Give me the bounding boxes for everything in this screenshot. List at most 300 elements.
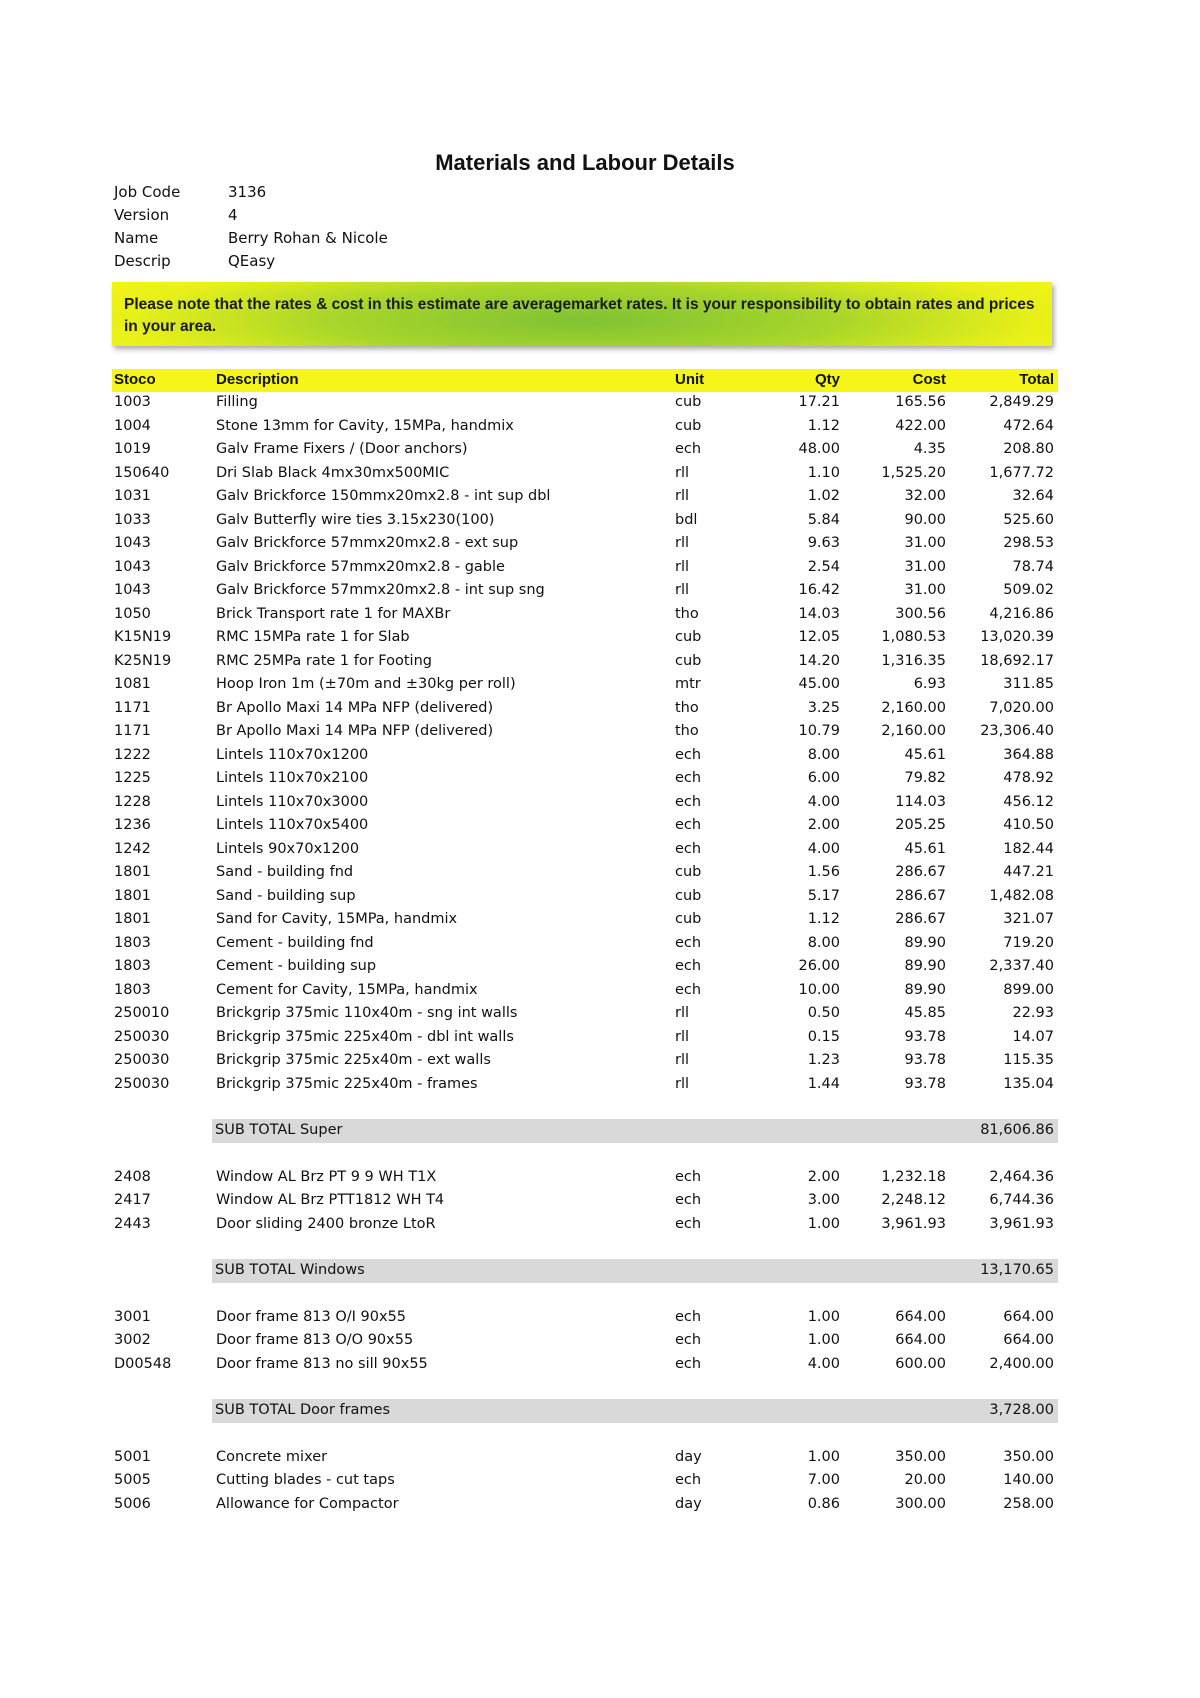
cell-qty: 4.00 <box>807 793 840 810</box>
cell-cost: 300.56 <box>895 605 946 622</box>
meta-value: QEasy <box>228 252 276 270</box>
meta-value: 3136 <box>228 183 267 201</box>
table-row <box>112 1074 1058 1097</box>
cell-desc: Sand - building sup <box>216 887 356 904</box>
cell-desc: Hoop Iron 1m (±70m and ±30kg per roll) <box>216 676 516 692</box>
cell-cost: 93.78 <box>904 1028 946 1045</box>
cell-total: 525.60 <box>1003 511 1054 528</box>
cell-total: 719.20 <box>1003 934 1054 951</box>
cell-total: 115.35 <box>1003 1052 1054 1068</box>
cell-qty: 14.20 <box>798 652 840 669</box>
cell-unit: rll <box>675 558 690 575</box>
cell-qty: 3.25 <box>807 699 840 716</box>
cell-desc: Galv Brickforce 57mmx20mx2.8 - int sup sng <box>216 582 545 598</box>
cell-unit: ech <box>675 958 702 974</box>
cell-desc: Window AL Brz PTT1812 WH T4 <box>216 1192 445 1208</box>
cell-unit: cub <box>675 629 702 645</box>
cell-stoco: 1043 <box>114 582 151 598</box>
cell-unit: bdl <box>675 511 698 528</box>
table-row <box>112 416 1058 439</box>
cell-desc: Cement - building sup <box>216 958 377 974</box>
cell-total: 208.80 <box>1003 441 1054 457</box>
cell-cost: 45.61 <box>904 746 946 763</box>
cell-stoco: 1801 <box>114 864 151 880</box>
cell-stoco: 3001 <box>114 1308 151 1325</box>
cell-qty: 1.02 <box>807 488 840 504</box>
rates-disclaimer-note: Please note that the rates & cost in this estimate are averagemarket rates. It is your responsibility to obtain rates and prices in your area. <box>112 282 1052 346</box>
table-row <box>112 463 1058 486</box>
cell-total: 1,482.08 <box>989 887 1054 904</box>
cell-stoco: 1003 <box>114 394 151 410</box>
cell-desc: Br Apollo Maxi 14 MPa NFP (delivered) <box>216 723 494 739</box>
cell-cost: 286.67 <box>895 887 946 904</box>
cell-qty: 48.00 <box>798 441 840 457</box>
cell-qty: 1.12 <box>807 911 840 927</box>
cell-unit: ech <box>675 1332 702 1348</box>
subtotal-label: SUB TOTAL Door frames <box>215 1402 391 1418</box>
table-row <box>112 674 1058 697</box>
cell-qty: 6.00 <box>807 770 840 786</box>
cell-cost: 45.85 <box>904 1005 946 1021</box>
cell-desc: Cement - building fnd <box>216 934 374 951</box>
cell-qty: 8.00 <box>807 746 840 763</box>
cell-cost: 286.67 <box>895 911 946 927</box>
cell-cost: 32.00 <box>904 488 946 504</box>
cell-cost: 1,232.18 <box>881 1168 946 1185</box>
cell-unit: tho <box>675 699 699 716</box>
cell-stoco: 1050 <box>114 605 151 622</box>
col-header-qty: Qty <box>814 371 840 388</box>
cell-stoco: 250030 <box>114 1075 170 1092</box>
cell-qty: 4.00 <box>807 840 840 857</box>
cell-desc: Door frame 813 O/I 90x55 <box>216 1308 407 1325</box>
cell-stoco: 250030 <box>114 1052 170 1068</box>
table-row <box>112 627 1058 650</box>
cell-desc: Brick Transport rate 1 for MAXBr <box>216 605 451 622</box>
table-row <box>112 580 1058 603</box>
cell-unit: ech <box>675 981 702 998</box>
cell-cost: 31.00 <box>904 582 946 598</box>
cell-cost: 600.00 <box>895 1355 946 1372</box>
meta-label: Name <box>114 229 159 247</box>
cell-unit: rll <box>675 1052 690 1068</box>
cell-desc: Cutting blades - cut taps <box>216 1472 395 1488</box>
cell-qty: 1.44 <box>807 1075 840 1092</box>
table-row <box>112 1354 1058 1377</box>
cell-cost: 422.00 <box>895 417 946 434</box>
cell-unit: ech <box>675 817 702 833</box>
cell-stoco: K25N19 <box>114 652 172 669</box>
cell-stoco: 250010 <box>114 1005 170 1021</box>
cell-total: 1,677.72 <box>989 464 1054 481</box>
cell-stoco: 1043 <box>114 535 151 551</box>
cell-total: 311.85 <box>1003 676 1054 692</box>
cell-desc: Filling <box>216 394 258 410</box>
cell-unit: cub <box>675 911 702 927</box>
cell-total: 3,961.93 <box>989 1215 1054 1232</box>
table-row <box>112 1307 1058 1330</box>
cell-stoco: 1225 <box>114 770 151 786</box>
cell-qty: 3.00 <box>807 1192 840 1208</box>
cell-qty: 10.79 <box>798 723 840 739</box>
cell-total: 899.00 <box>1003 981 1054 998</box>
cell-desc: Galv Brickforce 150mmx20mx2.8 - int sup dbl <box>216 488 551 504</box>
cell-qty: 1.12 <box>807 417 840 434</box>
cell-total: 410.50 <box>1003 817 1054 833</box>
cell-stoco: 2443 <box>114 1215 151 1232</box>
cell-qty: 7.00 <box>807 1472 840 1488</box>
cell-unit: rll <box>675 1028 690 1045</box>
cell-unit: tho <box>675 605 699 622</box>
table-row <box>112 815 1058 838</box>
cell-qty: 16.42 <box>798 582 840 598</box>
cell-total: 18,692.17 <box>980 652 1054 669</box>
cell-total: 78.74 <box>1012 558 1054 575</box>
table-row <box>112 439 1058 462</box>
cell-qty: 0.15 <box>807 1028 840 1045</box>
cell-total: 2,849.29 <box>989 394 1054 410</box>
cell-unit: ech <box>675 441 702 457</box>
cell-qty: 17.21 <box>798 394 840 410</box>
cell-qty: 2.54 <box>807 558 840 575</box>
subtotal-amount: 13,170.65 <box>980 1262 1054 1278</box>
cell-qty: 12.05 <box>798 629 840 645</box>
cell-desc: Galv Frame Fixers / (Door anchors) <box>216 441 468 457</box>
table-row <box>112 1447 1058 1470</box>
cell-total: 2,337.40 <box>989 958 1054 974</box>
cell-stoco: 1236 <box>114 817 151 833</box>
cell-desc: Galv Brickforce 57mmx20mx2.8 - gable <box>216 558 505 575</box>
table-row <box>112 392 1058 415</box>
cell-cost: 31.00 <box>904 558 946 575</box>
cell-unit: ech <box>675 793 702 810</box>
cell-total: 447.21 <box>1003 864 1054 880</box>
cell-qty: 1.00 <box>807 1448 840 1465</box>
cell-qty: 1.56 <box>807 864 840 880</box>
cell-total: 4,216.86 <box>989 605 1054 622</box>
cell-unit: ech <box>675 840 702 857</box>
cell-qty: 8.00 <box>807 934 840 951</box>
cell-total: 258.00 <box>1003 1495 1054 1512</box>
meta-job-code <box>114 183 266 201</box>
cell-unit: ech <box>675 934 702 951</box>
table-row <box>112 533 1058 556</box>
cell-stoco: 3002 <box>114 1332 151 1348</box>
table-row <box>112 768 1058 791</box>
subtotal-row <box>212 1119 1058 1143</box>
table-row <box>112 980 1058 1003</box>
subtotal-label: SUB TOTAL Windows <box>215 1262 365 1278</box>
cell-total: 7,020.00 <box>989 699 1054 716</box>
cell-unit: day <box>675 1495 702 1512</box>
cell-stoco: 1081 <box>114 676 151 692</box>
cell-total: 140.00 <box>1003 1472 1054 1488</box>
cell-desc: Lintels 110x70x1200 <box>216 746 369 763</box>
cell-desc: Door sliding 2400 bronze LtoR <box>216 1215 436 1232</box>
cell-cost: 300.00 <box>895 1495 946 1512</box>
cell-unit: mtr <box>675 676 701 692</box>
meta-label: Descrip <box>114 252 171 270</box>
cell-total: 2,464.36 <box>989 1168 1054 1185</box>
cell-qty: 2.00 <box>807 1168 840 1185</box>
cell-unit: rll <box>675 1075 690 1092</box>
cell-desc: Brickgrip 375mic 225x40m - dbl int walls <box>216 1028 514 1045</box>
cell-total: 13,020.39 <box>980 629 1054 645</box>
table-row <box>112 839 1058 862</box>
cell-stoco: 1171 <box>114 723 151 739</box>
table-row <box>112 1167 1058 1190</box>
cell-cost: 3,961.93 <box>881 1215 946 1232</box>
cell-stoco: 1004 <box>114 417 151 434</box>
cell-cost: 2,160.00 <box>881 723 946 739</box>
cell-cost: 90.00 <box>904 511 946 528</box>
cell-desc: Window AL Brz PT 9 9 WH T1X <box>216 1168 437 1185</box>
cell-desc: Allowance for Compactor <box>216 1495 399 1512</box>
cell-stoco: 1242 <box>114 840 151 857</box>
table-row <box>112 1494 1058 1517</box>
cell-qty: 45.00 <box>798 676 840 692</box>
cell-total: 298.53 <box>1003 535 1054 551</box>
cell-total: 23,306.40 <box>980 723 1054 739</box>
cell-unit: tho <box>675 723 699 739</box>
cell-cost: 664.00 <box>895 1308 946 1325</box>
cell-desc: Stone 13mm for Cavity, 15MPa, handmix <box>216 417 514 434</box>
table-row <box>112 1214 1058 1237</box>
cell-cost: 93.78 <box>904 1075 946 1092</box>
table-row <box>112 909 1058 932</box>
subtotal-row <box>212 1399 1058 1423</box>
cell-total: 321.07 <box>1003 911 1054 927</box>
cell-stoco: 150640 <box>114 464 170 481</box>
cell-unit: cub <box>675 394 702 410</box>
cell-cost: 1,525.20 <box>881 464 946 481</box>
cell-cost: 2,248.12 <box>881 1192 946 1208</box>
table-row <box>112 792 1058 815</box>
table-row <box>112 1003 1058 1026</box>
cell-qty: 10.00 <box>798 981 840 998</box>
cell-qty: 1.10 <box>807 464 840 481</box>
cell-desc: Galv Butterfly wire ties 3.15x230(100) <box>216 511 495 528</box>
cell-total: 22.93 <box>1012 1005 1054 1021</box>
cell-cost: 2,160.00 <box>881 699 946 716</box>
cell-cost: 664.00 <box>895 1332 946 1348</box>
cell-qty: 26.00 <box>798 958 840 974</box>
cell-unit: cub <box>675 887 702 904</box>
cell-stoco: 1222 <box>114 746 151 763</box>
col-header-unit: Unit <box>675 371 705 388</box>
cell-total: 6,744.36 <box>989 1192 1054 1208</box>
cell-total: 2,400.00 <box>989 1355 1054 1372</box>
cell-unit: ech <box>675 1472 702 1488</box>
cell-cost: 89.90 <box>904 981 946 998</box>
cell-total: 509.02 <box>1003 582 1054 598</box>
cell-desc: Sand - building fnd <box>216 864 354 880</box>
table-row <box>112 1050 1058 1073</box>
cell-qty: 9.63 <box>807 535 840 551</box>
cell-total: 182.44 <box>1003 840 1054 857</box>
cell-total: 664.00 <box>1003 1332 1054 1348</box>
cell-desc: Brickgrip 375mic 225x40m - ext walls <box>216 1052 491 1068</box>
cell-unit: rll <box>675 582 690 598</box>
table-row <box>112 486 1058 509</box>
table-row <box>112 745 1058 768</box>
cell-qty: 1.00 <box>807 1215 840 1232</box>
cell-desc: Lintels 90x70x1200 <box>216 840 360 857</box>
cell-desc: Lintels 110x70x3000 <box>216 793 369 810</box>
col-header-stoco: Stoco <box>114 371 156 388</box>
cell-stoco: K15N19 <box>114 629 172 645</box>
cell-desc: Galv Brickforce 57mmx20mx2.8 - ext sup <box>216 535 519 551</box>
table-row <box>112 698 1058 721</box>
cell-desc: Sand for Cavity, 15MPa, handmix <box>216 911 458 927</box>
cell-total: 664.00 <box>1003 1308 1054 1325</box>
cell-total: 350.00 <box>1003 1448 1054 1465</box>
cell-unit: day <box>675 1448 702 1465</box>
cell-total: 32.64 <box>1012 488 1054 504</box>
cell-stoco: 1803 <box>114 981 151 998</box>
col-header-cost: Cost <box>912 371 946 388</box>
col-header-description: Description <box>216 371 299 388</box>
cell-total: 472.64 <box>1003 417 1054 434</box>
cell-stoco: 250030 <box>114 1028 170 1045</box>
cell-cost: 93.78 <box>904 1052 946 1068</box>
table-row <box>112 1027 1058 1050</box>
cell-cost: 89.90 <box>904 934 946 951</box>
subtotal-amount: 81,606.86 <box>980 1122 1054 1138</box>
cell-total: 456.12 <box>1003 793 1054 810</box>
cell-cost: 20.00 <box>904 1472 946 1488</box>
cell-total: 478.92 <box>1003 770 1054 786</box>
meta-version <box>114 206 238 224</box>
cell-qty: 14.03 <box>798 605 840 622</box>
meta-name <box>114 229 388 247</box>
table-row <box>112 604 1058 627</box>
table-row <box>112 862 1058 885</box>
cell-unit: rll <box>675 464 690 481</box>
cell-stoco: 1031 <box>114 488 151 504</box>
cell-cost: 31.00 <box>904 535 946 551</box>
cell-qty: 2.00 <box>807 817 840 833</box>
cell-qty: 1.00 <box>807 1332 840 1348</box>
cell-desc: Door frame 813 no sill 90x55 <box>216 1355 428 1372</box>
meta-value: 4 <box>228 206 238 224</box>
cell-stoco: 5005 <box>114 1472 151 1488</box>
table-row <box>112 1470 1058 1493</box>
cell-cost: 1,316.35 <box>881 652 946 669</box>
table-row <box>112 933 1058 956</box>
cell-cost: 205.25 <box>895 817 946 833</box>
cell-desc: Br Apollo Maxi 14 MPa NFP (delivered) <box>216 699 494 716</box>
cell-total: 135.04 <box>1003 1075 1054 1092</box>
cell-cost: 350.00 <box>895 1448 946 1465</box>
cell-qty: 5.17 <box>807 887 840 904</box>
cell-stoco: 1171 <box>114 699 151 716</box>
table-row <box>112 1190 1058 1213</box>
meta-label: Job Code <box>114 183 181 201</box>
cell-desc: Brickgrip 375mic 110x40m - sng int walls <box>216 1005 518 1021</box>
cell-unit: ech <box>675 1168 702 1185</box>
cell-stoco: 5001 <box>114 1448 151 1465</box>
cell-desc: Concrete mixer <box>216 1448 328 1465</box>
meta-descrip <box>114 252 275 270</box>
cell-stoco: 1019 <box>114 441 151 457</box>
cell-cost: 1,080.53 <box>881 629 946 645</box>
cell-cost: 165.56 <box>895 394 946 410</box>
cell-stoco: 1801 <box>114 887 151 904</box>
cell-cost: 89.90 <box>904 958 946 974</box>
cell-cost: 286.67 <box>895 864 946 880</box>
cell-unit: ech <box>675 746 702 763</box>
subtotal-row <box>212 1259 1058 1283</box>
cell-cost: 4.35 <box>913 441 946 457</box>
cell-unit: ech <box>675 1308 702 1325</box>
table-row <box>112 557 1058 580</box>
cell-qty: 1.23 <box>807 1052 840 1068</box>
cell-qty: 4.00 <box>807 1355 840 1372</box>
table-row <box>112 1330 1058 1353</box>
cell-unit: cub <box>675 652 702 669</box>
table-row <box>112 510 1058 533</box>
cell-desc: Lintels 110x70x2100 <box>216 770 369 786</box>
cell-unit: cub <box>675 417 702 434</box>
cell-qty: 5.84 <box>807 511 840 528</box>
table-row <box>112 721 1058 744</box>
cell-stoco: 2417 <box>114 1192 151 1208</box>
cell-unit: rll <box>675 1005 690 1021</box>
meta-label: Version <box>114 206 170 224</box>
cell-stoco: 5006 <box>114 1495 151 1512</box>
cell-total: 14.07 <box>1012 1028 1054 1045</box>
cell-unit: rll <box>675 535 690 551</box>
cell-cost: 45.61 <box>904 840 946 857</box>
cell-cost: 6.93 <box>913 676 946 692</box>
table-row <box>112 651 1058 674</box>
page-title: Materials and Labour Details <box>435 150 735 175</box>
cell-desc: Dri Slab Black 4mx30mx500MIC <box>216 464 450 481</box>
cell-cost: 79.82 <box>904 770 946 786</box>
table-header <box>112 369 1058 392</box>
cell-stoco: 1033 <box>114 511 151 528</box>
cell-desc: RMC 15MPa rate 1 for Slab <box>216 629 410 645</box>
col-header-total: Total <box>1019 371 1054 388</box>
cell-stoco: 1801 <box>114 911 151 927</box>
cell-cost: 114.03 <box>895 793 946 810</box>
cell-total: 364.88 <box>1003 746 1054 763</box>
subtotal-amount: 3,728.00 <box>989 1402 1054 1418</box>
cell-stoco: 2408 <box>114 1168 151 1185</box>
cell-unit: cub <box>675 864 702 880</box>
cell-qty: 0.50 <box>807 1005 840 1021</box>
cell-unit: ech <box>675 1192 702 1208</box>
cell-desc: RMC 25MPa rate 1 for Footing <box>216 652 432 669</box>
cell-qty: 0.86 <box>807 1495 840 1512</box>
cell-stoco: D00548 <box>114 1355 172 1372</box>
cell-stoco: 1043 <box>114 558 151 575</box>
cell-qty: 1.00 <box>807 1308 840 1325</box>
cell-unit: rll <box>675 488 690 504</box>
cell-unit: ech <box>675 1355 702 1372</box>
table-row <box>112 886 1058 909</box>
cell-stoco: 1228 <box>114 793 151 810</box>
cell-unit: ech <box>675 770 702 786</box>
cell-stoco: 1803 <box>114 934 151 951</box>
subtotal-label: SUB TOTAL Super <box>215 1122 343 1138</box>
cell-desc: Cement for Cavity, 15MPa, handmix <box>216 981 478 998</box>
table-row <box>112 956 1058 979</box>
cell-desc: Door frame 813 O/O 90x55 <box>216 1332 414 1348</box>
cell-desc: Brickgrip 375mic 225x40m - frames <box>216 1075 478 1092</box>
cell-desc: Lintels 110x70x5400 <box>216 817 369 833</box>
